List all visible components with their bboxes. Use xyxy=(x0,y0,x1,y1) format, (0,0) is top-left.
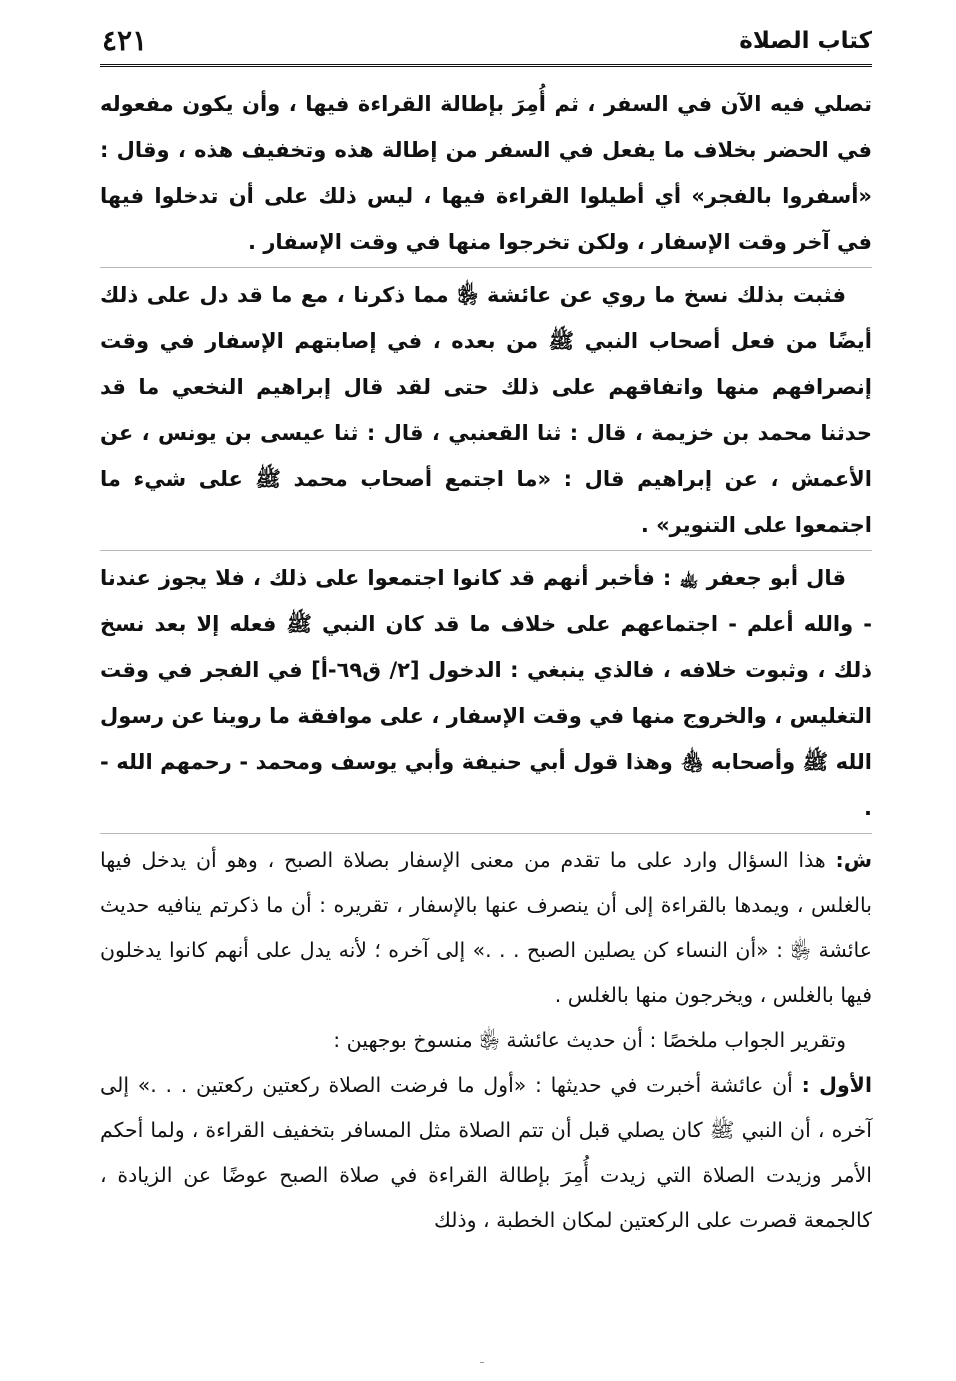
sharh-paragraph xyxy=(100,838,872,1018)
paragraph-divider xyxy=(100,833,872,834)
paragraph-text: وتقرير الجواب ملخصًا : أن حديث عائشة ﵂ منسوخ بوجهين : xyxy=(333,1028,846,1052)
matn-paragraph xyxy=(100,81,872,265)
page-body xyxy=(100,81,872,1243)
sharh-paragraph xyxy=(100,1018,872,1063)
matn-paragraph xyxy=(100,272,872,548)
paragraph-text: تصلي فيه الآن في السفر ، ثم أُمِرَ بإطالة القراءة فيها ، وأن يكون مفعوله في الحضر بخلاف ما يفعل في السفر من إطالة هذه وتخفيف هذه ، وقال : «أسفروا بالفجر» أي أطيلوا القراءة فيها ، ليس ذلك على أن تدخلوا فيها في آخر وقت الإسفار ، ولكن تخرجوا منها في وقت الإسفار . xyxy=(100,92,872,254)
matn-paragraph xyxy=(100,555,872,831)
paragraph-lead: ش: xyxy=(835,848,872,872)
book-title: كتاب الصلاة xyxy=(739,28,872,54)
sharh-paragraph xyxy=(100,1063,872,1243)
paragraph-text: فثبت بذلك نسخ ما روي عن عائشة ﵂ مما ذكرنا ، مع ما قد دل على ذلك أيضًا من فعل أصحاب النبي ﷺ من بعده ، في إصابتهم الإسفار في وقت إنصرافهم منها واتفاقهم على ذلك حتى لقد قال إبراهيم النخعي ما قد حدثنا محمد بن خزيمة ، قال : ثنا القعنبي ، قال : ثنا عيسى بن يونس ، عن الأعمش ، عن إبراهيم قال : «ما اجتمع أصحاب محمد ﷺ على شيء ما اجتمعوا على التنوير» . xyxy=(100,283,872,537)
paragraph-text: أن عائشة أخبرت في حديثها : «أول ما فرضت الصلاة ركعتين ركعتين . . .» إلى آخره ، أن النبي ﷺ كان يصلي قبل أن تتم الصلاة مثل المسافر بتخفيف القراءة ، ولما أحكم الأمر وزيدت الصلاة التي زيدت أُمِرَ بإطالة القراءة في صلاة الصبح عوضًا عن الزيادة ، كالجمعة قصرت على الركعتين لمكان الخطبة ، وذلك xyxy=(100,1073,872,1232)
book-page xyxy=(100,20,872,1350)
paragraph-divider xyxy=(100,267,872,268)
running-header xyxy=(100,20,872,67)
paragraph-text: قال أبو جعفر ﵀ : فأخبر أنهم قد كانوا اجتمعوا على ذلك ، فلا يجوز عندنا - والله أعلم - اجتماعهم على خلاف ما قد كان النبي ﷺ فعله إلا بعد نسخ ذلك ، وثبوت خلافه ، فالذي ينبغي : الدخول [٢/ ق٦٩-أ] في الفجر في وقت التغليس ، والخروج منها في وقت الإسفار ، على موافقة ما روينا عن رسول الله ﷺ وأصحابه ﵃ وهذا قول أبي حنيفة وأبي يوسف ومحمد - رحمهم الله - . xyxy=(100,566,872,820)
scan-mark xyxy=(480,1362,484,1363)
paragraph-divider xyxy=(100,550,872,551)
paragraph-text: هذا السؤال وارد على ما تقدم من معنى الإسفار بصلاة الصبح ، وهو أن يدخل فيها بالغلس ، ويمدها بالقراءة إلى أن ينصرف عنها بالإسفار ، تقريره : أن ما ذكرتم ينافيه حديث عائشة ﵂ : «أن النساء كن يصلين الصبح . . .» إلى آخره ؛ لأنه يدل على أنهم كانوا يدخلون فيها بالغلس ، ويخرجون منها بالغلس . xyxy=(100,848,872,1007)
page-number: ٤٢١ xyxy=(102,24,148,57)
paragraph-lead: الأول : xyxy=(801,1073,872,1097)
